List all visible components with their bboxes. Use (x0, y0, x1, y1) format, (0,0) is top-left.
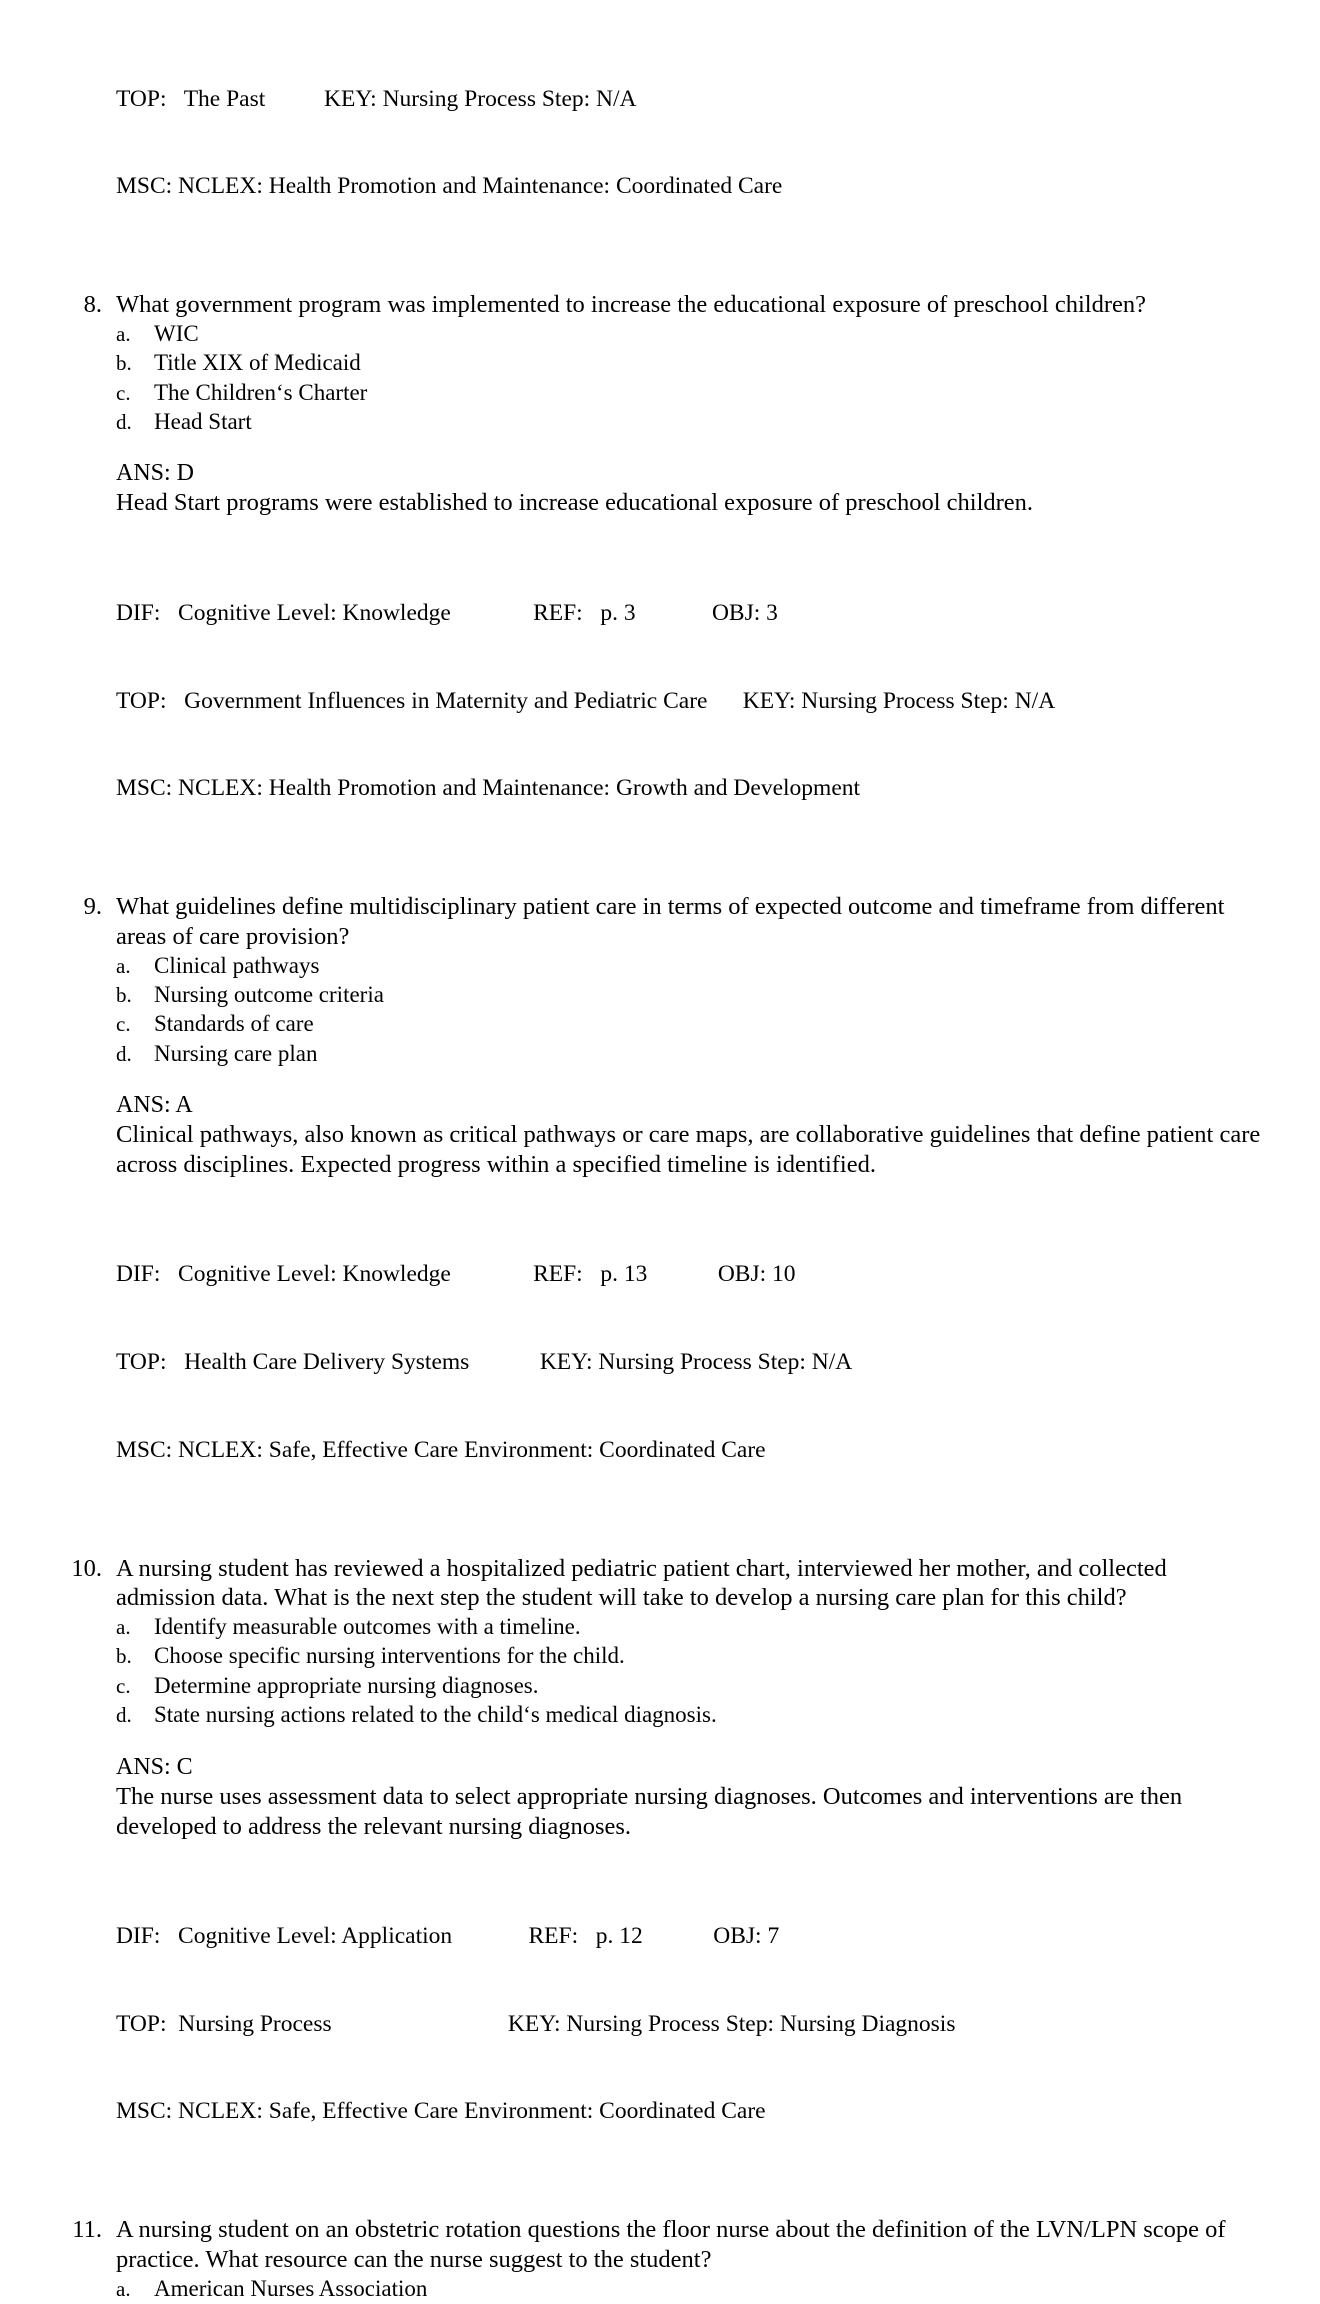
meta-top-line: TOP: Health Care Delivery Systems KEY: Nursing Process Step: N/A (116, 1349, 853, 1376)
option-letter: d. (116, 409, 132, 434)
meta-top-line: TOP: The Past KEY: Nursing Process Step: N/A (116, 85, 637, 112)
option-letter: c. (116, 380, 131, 405)
option-text: Determine appropriate nursing diagnoses. (154, 1672, 539, 1698)
question-body (116, 892, 1262, 1524)
option-row[interactable] (116, 1672, 1262, 1701)
question-stem: What guidelines define multidisciplinary patient care in terms of expected outcome and timeframe from different areas of care provision? (116, 893, 1225, 950)
question-stem: A nursing student on an obstetric rotation questions the floor nurse about the definition of the LVN/LPN scope of practice. What resource can the nurse suggest to the student? (116, 2216, 1226, 2273)
option-letter: b. (116, 1644, 132, 1669)
option-list (116, 320, 1262, 438)
option-letter: a. (116, 321, 131, 346)
option-letter: a. (116, 2276, 131, 2301)
answer-label: ANS: A (116, 1092, 193, 1119)
option-list (116, 1613, 1262, 1731)
question-body (116, 290, 1262, 862)
option-text: Nursing care plan (154, 1040, 318, 1066)
question-number: 11. (72, 2216, 102, 2244)
option-row[interactable] (116, 981, 1262, 1010)
meta-msc-line: MSC: NCLEX: Safe, Effective Care Environment: Coordinated Care (116, 1436, 766, 1463)
option-text: Title XIX of Medicaid (154, 350, 361, 376)
answer-label: ANS: D (116, 460, 195, 487)
question-body (116, 1554, 1262, 2186)
option-letter: a. (116, 953, 131, 978)
question-item (60, 290, 1262, 862)
spacer (60, 1524, 1262, 1554)
meta-top-line: TOP: Nursing Process KEY: Nursing Process Step: Nursing Diagnosis (116, 2010, 956, 2037)
spacer (60, 862, 1262, 892)
question-number: 10. (71, 1554, 102, 1582)
option-row[interactable] (116, 1642, 1262, 1671)
option-text: Standards of care (154, 1011, 314, 1037)
question-item (60, 1554, 1262, 2186)
spacer (60, 260, 1262, 290)
answer-label: ANS: C (116, 1753, 193, 1780)
answer-rationale: Clinical pathways, also known as critical pathways or care maps, are collaborative guidelines that define patient care across disciplines. Expected progress within a specified timeline is identified. (116, 1121, 1261, 1179)
option-list (116, 2275, 1262, 2304)
option-letter: c. (116, 1012, 131, 1037)
question-number: 8. (83, 291, 102, 318)
meta-msc-line: MSC: NCLEX: Health Promotion and Maintenance: Coordinated Care (116, 173, 783, 200)
question-stem: What government program was implemented to increase the educational exposure of preschool children? (116, 291, 1146, 318)
question-number: 9. (83, 893, 102, 920)
meta-dif-line: DIF: Cognitive Level: Knowledge REF: p. 13 OBJ: 10 (116, 1261, 796, 1288)
option-text: Nursing outcome criteria (154, 981, 384, 1007)
option-text: WIC (154, 320, 199, 346)
meta-msc-line: MSC: NCLEX: Safe, Effective Care Environment: Coordinated Care (116, 2098, 766, 2125)
option-list (116, 952, 1262, 1070)
option-letter: b. (116, 982, 132, 1007)
option-row[interactable] (116, 320, 1262, 349)
spacer (60, 2185, 1262, 2215)
option-text: Choose specific nursing interventions for the child. (154, 1643, 625, 1669)
answer-rationale: The nurse uses assessment data to select appropriate nursing diagnoses. Outcomes and interventions are then developed to address the relevant nursing diagnoses. (116, 1782, 1183, 1840)
question-meta-block (116, 1202, 1262, 1524)
option-row[interactable] (116, 952, 1262, 981)
option-row[interactable] (116, 379, 1262, 408)
spacer (116, 1069, 1262, 1091)
option-letter: c. (116, 1673, 131, 1698)
meta-msc-line: MSC: NCLEX: Health Promotion and Maintenance: Growth and Development (116, 775, 861, 802)
meta-dif-line: DIF: Cognitive Level: Knowledge REF: p. 3 OBJ: 3 (116, 599, 778, 626)
meta-top-line: TOP: Government Influences in Maternity and Pediatric Care KEY: Nursing Process Step: N/A (116, 687, 1056, 714)
option-text: American Nurses Association (154, 2275, 428, 2301)
document-body (60, 26, 1262, 2304)
option-row[interactable] (116, 2275, 1262, 2304)
option-text: Clinical pathways (154, 952, 320, 978)
spacer (116, 1841, 1262, 1863)
question-stem: A nursing student has reviewed a hospitalized pediatric patient chart, interviewed her mother, and collected admission data. What is the next step the student will take to develop a nursing care plan for this child? (116, 1554, 1167, 1612)
option-row[interactable] (116, 1613, 1262, 1642)
carryover-meta-block (60, 26, 1262, 260)
option-text: Identify measurable outcomes with a timeline. (154, 1614, 581, 1640)
option-row[interactable] (116, 1010, 1262, 1039)
option-text: Head Start (154, 408, 252, 434)
question-item (60, 892, 1262, 1524)
answer-rationale: Head Start programs were established to increase educational exposure of preschool children. (116, 489, 1034, 517)
option-text: State nursing actions related to the child‘s medical diagnosis. (154, 1702, 717, 1728)
spacer (116, 518, 1262, 540)
spacer (116, 1731, 1262, 1753)
option-letter: b. (116, 351, 132, 376)
question-item (60, 2215, 1262, 2304)
option-letter: d. (116, 1703, 132, 1728)
question-meta-block (116, 1863, 1262, 2185)
meta-dif-line: DIF: Cognitive Level: Application REF: p. 12 OBJ: 7 (116, 1922, 780, 1949)
option-letter: a. (116, 1615, 131, 1640)
option-row[interactable] (116, 349, 1262, 378)
option-letter: d. (116, 1041, 132, 1066)
option-row[interactable] (116, 1040, 1262, 1069)
question-body (116, 2215, 1262, 2304)
question-meta-block (116, 540, 1262, 862)
option-text: The Children‘s Charter (154, 379, 368, 405)
option-row[interactable] (116, 1701, 1262, 1730)
spacer (116, 1180, 1262, 1202)
option-row[interactable] (116, 408, 1262, 437)
spacer (116, 437, 1262, 459)
